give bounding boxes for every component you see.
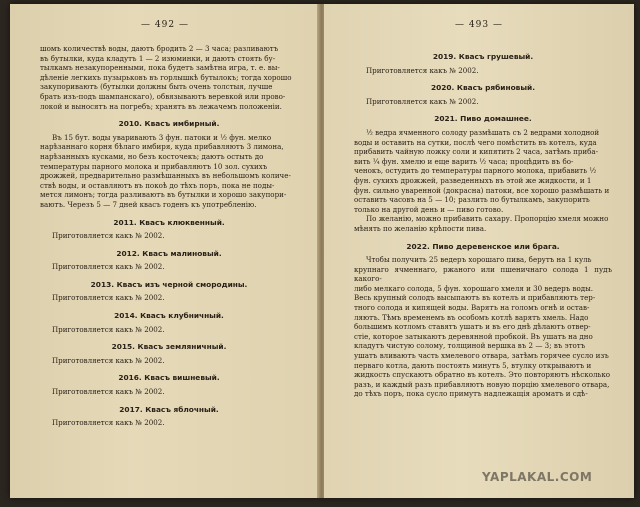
text-line: нарѣзанныхъ кусками, но безъ косточекъ; даютъ остыть до <box>40 151 264 161</box>
right-page-text <box>354 44 612 399</box>
text-line: фун. сильно уваренной (докрасна) патоки, все хорошо размѣшать и <box>354 185 610 195</box>
text-line: мется лимонъ; тогда разливаютъ въ бутылки и хорошо закупори- <box>40 190 287 200</box>
text-line: прибавить чайную ложку соли и кипятить 2 часа, затѣмъ приба- <box>354 147 599 157</box>
text-line: ствѣ воды, и оставляютъ въ покоѣ до тѣхъ поръ, пока не поды- <box>40 180 275 190</box>
recipe-heading: 2011. Квасъ клюквенный. <box>113 217 225 227</box>
section-body-2010 <box>40 133 298 210</box>
text-line: вить ¼ фун. хмелю и еще варить ½ часа; процѣдить въ бо- <box>354 156 574 166</box>
text-line: закупориваютъ (бутылки должны быть очень толстыя, лучше <box>40 82 273 92</box>
text-line: въ бутылки, куда кладутъ 1 — 2 изюминки, и даютъ стоять бу- <box>40 53 276 63</box>
page-number-left: — 492 — <box>141 20 189 30</box>
recipe-list-right <box>354 52 612 106</box>
text-line: брать изъ-подъ шампанскаго), обвязываютъ веревкой или прово- <box>40 91 286 101</box>
section-body-2021 <box>354 128 612 234</box>
text-line: ваютъ. Черезъ 5 — 7 дней квасъ годенъ къ употребленію. <box>40 199 257 209</box>
text-line: фун. сухихъ дрожжей, разведенныхъ въ этой же жидкости, и 1 <box>354 175 592 185</box>
text-line: воды и оставить на сутки, послѣ чего помѣстить въ котелъ, куда <box>354 137 597 147</box>
text-line: Чтобы получить 25 ведеръ хорошаго пива, берутъ на 1 куль <box>366 255 592 265</box>
recipe-reference: Приготовляется какъ № 2002. <box>52 262 165 272</box>
text-line: тылкамъ незакупоренными, пока будетъ замѣтна игра, т. е. вы- <box>40 63 280 73</box>
recipe-heading: 2020. Квасъ рябиновый. <box>430 83 536 93</box>
recipe-reference: Приготовляется какъ № 2002. <box>366 65 479 75</box>
recipe-heading: 2016. Квасъ вишневый. <box>118 373 220 383</box>
text-line: шомъ количествѣ воды, даютъ бродить 2 — 3 часа; разливаютъ <box>40 44 279 53</box>
text-line: температуры парного молока и прибавляютъ 10 зол. сухихъ <box>40 161 268 171</box>
text-line: стіе, которое затыкаютъ деревянной пробкой. Въ ушатъ на дно <box>354 331 593 341</box>
text-line: дрожжей, предварительно размѣшанныхъ въ небольшомъ количе- <box>40 171 291 181</box>
right-page <box>324 4 634 498</box>
text-line: жидкость спускаютъ обратно въ котелъ. Это повторяютъ нѣсколько <box>354 370 611 380</box>
text-line: до тѣхъ поръ, пока сусло примутъ надлежащія ароматъ и сдѣ- <box>354 389 588 399</box>
text-line: Въ 15 бут. воды уваривають 3 фун. патоки и ½ фун. мелко <box>52 132 272 142</box>
recipe-reference: Приготовляется какъ № 2002. <box>52 355 165 365</box>
left-page <box>10 4 320 498</box>
section-heading-2010: 2010. Квасъ имбирный. <box>118 119 220 129</box>
recipe-heading: 2017. Квасъ яблочный. <box>119 404 219 414</box>
recipe-heading: 2012. Квасъ малиновый. <box>116 248 222 258</box>
recipe-reference: Приготовляется какъ № 2002. <box>52 293 165 303</box>
recipe-heading: 2014. Квасъ клубничный. <box>114 311 224 321</box>
watermark-text: YAPLAKAL.COM <box>482 470 593 484</box>
text-line: ушатъ вливаютъ часть хмелевого отвара, затѣмъ горячее сусло изъ <box>354 351 609 361</box>
recipe-reference: Приготовляется какъ № 2002. <box>366 96 479 106</box>
text-line: ченокъ, остудить до температуры парного молока, прибавить ½ <box>354 166 597 176</box>
text-line: перваго котла, дають постоять минутъ 5, втулку открываютъ и <box>354 360 592 370</box>
recipe-heading: 2019. Квасъ грушевый. <box>432 52 534 61</box>
text-line: Весь крупный солодъ высыпаютъ въ котелъ и прибавляютъ тер- <box>354 293 596 303</box>
text-line: только на другой день и — пиво готово. <box>354 204 504 214</box>
recipe-reference: Приготовляется какъ № 2002. <box>52 418 165 428</box>
text-line: крупнаго ячменнаго, ржаного или пшеничнаго солода 1 пудъ какого- <box>354 264 612 284</box>
recipe-heading: 2013. Квасъ изъ черной смородины. <box>90 279 248 289</box>
text-line: ляютъ. Тѣмъ временемъ въ особомъ котлѣ варятъ хмель. Надо <box>354 312 589 322</box>
recipe-reference: Приготовляется какъ № 2002. <box>52 324 165 334</box>
text-line: мѣнять по желанію крѣпости пива. <box>354 223 487 233</box>
recipe-list-left <box>40 218 298 428</box>
text-line: либо мелкаго солода, 5 фун. хорошаго хмеля и 30 ведеръ воды. <box>354 283 593 293</box>
recipe-reference: Приготовляется какъ № 2002. <box>52 387 165 397</box>
text-line: большимъ котломъ ставятъ ушатъ и въ его днѣ дѣлаютъ отвер- <box>354 322 591 332</box>
section-heading-2021: 2021. Пиво домашнее. <box>434 114 532 124</box>
text-line: разъ, и каждый разъ прибавляютъ новую порцію хмелевого отвара, <box>354 379 610 389</box>
text-line: кладутъ чистую солому, толщиной вершка въ 2 — 3; въ этотъ <box>354 341 586 351</box>
text-line: По желанію, можно прибавить сахару. Пропорцію хмеля можно <box>366 214 609 224</box>
text-line: тного солода и кипящей воды. Варятъ на голомъ огнѣ и остав- <box>354 303 590 313</box>
section-body-2022 <box>354 255 612 399</box>
text-line: ½ ведра ячменного солоду размѣшать съ 2 ведрами холодной <box>366 127 600 137</box>
left-page-text <box>40 44 298 428</box>
text-line: дѣленіе легкихъ пузырьковъ въ горлышкѣ бутылокъ; тогда хорошо <box>40 72 292 82</box>
intro-paragraph <box>40 44 298 111</box>
text-line: нарѣзаннаго корня бѣлаго имбиря, куда прибавляютъ 3 лимона, <box>40 142 284 152</box>
text-line: локой и выносятъ на погребъ; хранятъ въ лежачемъ положеніи. <box>40 101 282 111</box>
open-book <box>10 4 634 498</box>
page-number-right: — 493 — <box>455 20 503 30</box>
section-heading-2022: 2022. Пиво деревенское или брага. <box>406 241 560 251</box>
recipe-heading: 2015. Квасъ земляничный. <box>111 342 227 352</box>
text-line: оставить часовъ на 5 — 10; разлить по бутылкамъ, закупорить <box>354 195 590 205</box>
recipe-reference: Приготовляется какъ № 2002. <box>52 231 165 241</box>
